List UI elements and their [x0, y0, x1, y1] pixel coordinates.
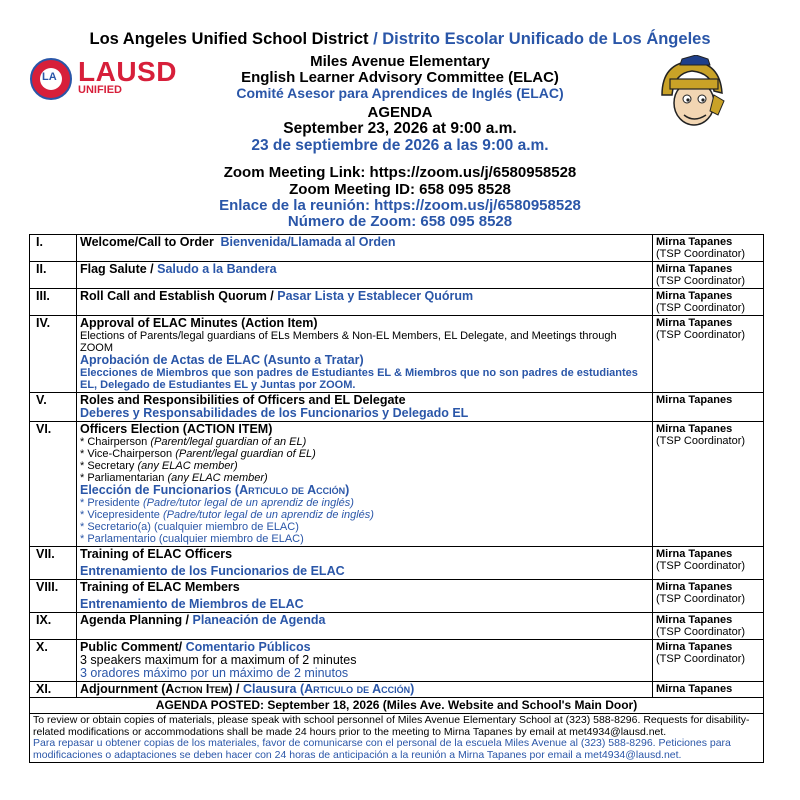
item-detail-es: Elecciones de Miembros que son padres de Estudiantes EL & Miembros que no son padres de estudiantes EL, Delegado de Estudiantes EL y Juntas por ZOOM.: [80, 367, 638, 391]
item-number: I.: [30, 235, 77, 262]
presenter-role: (TSP Coordinator): [656, 653, 746, 665]
presenter-name: Mirna Tapanes: [656, 394, 733, 406]
item-title-es: Planeación de Agenda: [192, 613, 326, 627]
school-name: Miles Avenue Elementary: [310, 53, 490, 70]
agenda-item-row: [30, 316, 764, 393]
item-number: VII.: [30, 547, 77, 580]
agenda-posted-row: [30, 698, 764, 714]
item-number: IV.: [30, 316, 77, 393]
presenter-role: (TSP Coordinator): [656, 248, 746, 260]
item-presenter: [653, 613, 764, 640]
item-number: VIII.: [30, 580, 77, 613]
presenter-role: (TSP Coordinator): [656, 275, 746, 287]
item-title-es: Entrenamiento de Miembros de ELAC: [80, 597, 304, 611]
item-number: V.: [30, 393, 77, 422]
presenter-role: (TSP Coordinator): [656, 302, 746, 314]
agenda-item-row: [30, 640, 764, 682]
item-title-es: Pasar Lista y Establecer Quórum: [277, 289, 474, 303]
item-title-es: Saludo a la Bandera: [157, 262, 277, 276]
presenter-name: Mirna Tapanes: [656, 641, 733, 653]
item-title-en: Roles and Responsibilities of Officers and EL Delegate: [80, 393, 406, 407]
item-content: [77, 235, 653, 262]
item-content: [77, 580, 653, 613]
district-name-es: Distrito Escolar Unificado de Los Ángeles: [382, 30, 711, 48]
presenter-name: Mirna Tapanes: [656, 683, 733, 695]
presenter-name: Mirna Tapanes: [656, 614, 733, 626]
item-detail-es: 3 oradores máximo por un máximo de 2 minutos: [80, 666, 349, 680]
presenter-name: Mirna Tapanes: [656, 236, 733, 248]
officer-role-es: * Parlamentario (cualquier miembro de ELAC): [80, 533, 304, 545]
item-title-en: Public Comment/: [80, 640, 186, 654]
officer-role-en: * Chairperson (Parent/legal guardian of an EL): [80, 436, 307, 448]
item-title-en: Officers Election (ACTION ITEM): [80, 422, 273, 436]
footer-text-en: To review or obtain copies of materials, please speak with school personnel of Miles Avenue Elementary School at (323) 588-8296. Requests for disability-related modifications or accommodations shall be made 24 hours prior to the meeting to Mirna Tapanes by email at met4934@lausd.net.: [33, 714, 750, 738]
agenda-posted-notice: AGENDA POSTED: September 18, 2026 (Miles Ave. Website and School's Main Door): [30, 698, 764, 714]
item-title-es: Aprobación de Actas de ELAC (Asunto a Tratar): [80, 353, 364, 367]
officer-role-es: * Presidente (Padre/tutor legal de un aprendiz de inglés): [80, 497, 354, 509]
zoom-id-en: Zoom Meeting ID: 658 095 8528: [289, 181, 511, 198]
item-presenter: [653, 422, 764, 547]
zoom-id-es: Número de Zoom: 658 095 8528: [287, 213, 513, 230]
agenda-table: [29, 234, 764, 763]
item-title-en: Roll Call and Establish Quorum /: [80, 289, 278, 303]
district-separator: /: [368, 30, 383, 48]
agenda-item-row: [30, 262, 764, 289]
item-content: [77, 316, 653, 393]
lausd-seal-icon: LA: [30, 58, 72, 100]
committee-name-es: Comité Asesor para Aprendices de Inglés (ELAC): [236, 85, 564, 101]
item-title-en: Welcome/Call to Order: [80, 235, 214, 249]
district-title: [0, 30, 800, 49]
presenter-role: (TSP Coordinator): [656, 560, 746, 572]
item-number: XI.: [30, 682, 77, 698]
item-number: X.: [30, 640, 77, 682]
agenda-item-row: [30, 613, 764, 640]
item-number: IX.: [30, 613, 77, 640]
officer-role-es: * Secretario(a) (cualquier miembro de ELAC): [80, 521, 299, 533]
item-title-en: Flag Salute /: [80, 262, 158, 276]
presenter-name: Mirna Tapanes: [656, 548, 733, 560]
agenda-heading: AGENDA: [367, 104, 433, 121]
zoom-link-es[interactable]: Enlace de la reunión: https://zoom.us/j/6580958528: [219, 197, 581, 214]
district-name-en: Los Angeles Unified School District: [89, 30, 369, 48]
item-title-es: Elección de Funcionarios (Articulo de Acción): [80, 483, 350, 497]
presenter-role: (TSP Coordinator): [656, 435, 746, 447]
presenter-name: Mirna Tapanes: [656, 581, 733, 593]
committee-name-en: English Learner Advisory Committee (ELAC): [241, 69, 559, 86]
presenter-name: Mirna Tapanes: [656, 423, 733, 435]
item-detail-en: Elections of Parents/legal guardians of ELs Members & Non-EL Members, EL Delegate, and Meetings through ZOOM: [80, 330, 617, 354]
item-presenter: [653, 316, 764, 393]
officer-role-en: * Vice-Chairperson (Parent/legal guardian of EL): [80, 448, 316, 460]
item-content: [77, 262, 653, 289]
item-title-en: Agenda Planning /: [80, 613, 193, 627]
footer-notice: [30, 714, 764, 763]
lausd-logo-text: LAUSD: [78, 56, 177, 87]
item-presenter: [653, 262, 764, 289]
item-title-en: Training of ELAC Officers: [80, 547, 233, 561]
item-title-es: Comentario Públicos: [185, 640, 311, 654]
agenda-item-row: [30, 393, 764, 422]
zoom-link-en[interactable]: Zoom Meeting Link: https://zoom.us/j/6580958528: [223, 164, 577, 181]
item-title-es: Entrenamiento de los Funcionarios de ELAC: [80, 564, 345, 578]
agenda-item-row: [30, 547, 764, 580]
item-content: [77, 289, 653, 316]
item-title-es: Deberes y Responsabilidades de los Funcionarios y Delegado EL: [80, 406, 469, 420]
agenda-item-row: [30, 682, 764, 698]
officer-role-es: * Vicepresidente (Padre/tutor legal de un aprendiz de inglés): [80, 509, 374, 521]
item-title-en: Training of ELAC Members: [80, 580, 240, 594]
item-title-es: Bienvenida/Llamada al Orden: [220, 235, 396, 249]
presenter-name: Mirna Tapanes: [656, 290, 733, 302]
item-presenter: [653, 289, 764, 316]
item-number: VI.: [30, 422, 77, 547]
meeting-date-es: 23 de septiembre de 2026 a las 9:00 a.m.: [251, 137, 549, 154]
officer-role-en: * Secretary (any ELAC member): [80, 460, 238, 472]
item-content: [77, 640, 653, 682]
agenda-item-row: [30, 235, 764, 262]
item-title-en: Approval of ELAC Minutes (Action Item): [80, 316, 318, 330]
footer-row: [30, 714, 764, 763]
lausd-logo-subtext: UNIFIED: [78, 84, 122, 96]
officer-role-en: * Parliamentarian (any ELAC member): [80, 472, 268, 484]
agenda-item-row: [30, 289, 764, 316]
item-presenter: [653, 235, 764, 262]
footer-text-es: Para repasar u obtener copias de los materiales, favor de comunicarse con el personal de la escuela Miles Avenue al (323) 588-8296. Peticiones para modificaciones o adaptaciones se deben hacer con 24 horas de anticipación a la reunión a Mirna Tapanes por email a met4934@lausd.net.: [33, 737, 731, 761]
agenda-item-row: [30, 580, 764, 613]
item-content: [77, 613, 653, 640]
item-number: III.: [30, 289, 77, 316]
item-presenter: [653, 682, 764, 698]
item-content: [77, 393, 653, 422]
presenter-role: (TSP Coordinator): [656, 626, 746, 638]
item-content: [77, 547, 653, 580]
agenda-item-row: [30, 422, 764, 547]
presenter-role: (TSP Coordinator): [656, 593, 746, 605]
meeting-date-en: September 23, 2026 at 9:00 a.m.: [283, 120, 517, 137]
item-content: [77, 422, 653, 547]
presenter-name: Mirna Tapanes: [656, 317, 733, 329]
item-presenter: [653, 547, 764, 580]
item-title-es: Clausura (Articulo de Acción): [242, 682, 415, 696]
item-presenter: [653, 580, 764, 613]
item-number: II.: [30, 262, 77, 289]
item-detail-en: 3 speakers maximum for a maximum of 2 minutes: [80, 653, 357, 667]
presenter-name: Mirna Tapanes: [656, 263, 733, 275]
item-presenter: [653, 640, 764, 682]
item-title-en: Adjournment (Action Item) /: [80, 682, 243, 696]
presenter-role: (TSP Coordinator): [656, 329, 746, 341]
item-content: [77, 682, 653, 698]
item-presenter: [653, 393, 764, 422]
